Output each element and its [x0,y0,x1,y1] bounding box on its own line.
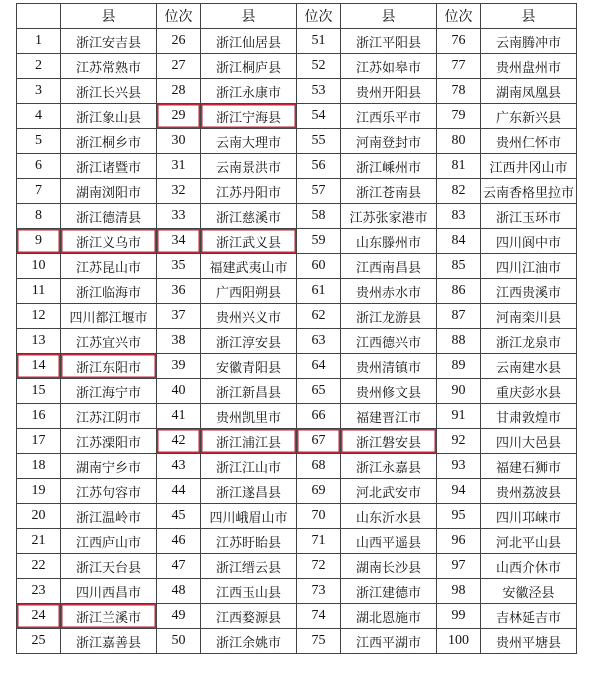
rank-cell: 57 [297,179,341,204]
county-cell: 四川邛崃市 [481,504,577,529]
table-row [17,104,577,129]
county-cell: 浙江天台县 [61,554,157,579]
county-cell: 江苏宜兴市 [61,329,157,354]
county-cell: 浙江海宁市 [61,379,157,404]
rank-cell: 84 [437,229,481,254]
table-row [17,179,577,204]
county-cell: 四川江油市 [481,254,577,279]
rank-cell: 8 [17,204,61,229]
county-cell: 湖南凤凰县 [481,79,577,104]
county-cell: 贵州清镇市 [341,354,437,379]
table-row [17,454,577,479]
table-body [17,29,577,654]
rank-cell: 19 [17,479,61,504]
table-row [17,604,577,629]
county-cell: 福建晋江市 [341,404,437,429]
county-cell: 江苏盱眙县 [201,529,297,554]
rank-cell: 5 [17,129,61,154]
county-cell: 四川大邑县 [481,429,577,454]
table-row [17,79,577,104]
county-cell: 江苏如皋市 [341,54,437,79]
county-cell: 云南建水县 [481,354,577,379]
county-cell: 江西婺源县 [201,604,297,629]
rank-cell: 78 [437,79,481,104]
rank-cell: 92 [437,429,481,454]
county-cell: 四川都江堰市 [61,304,157,329]
table-row [17,479,577,504]
rank-cell: 55 [297,129,341,154]
rank-cell: 65 [297,379,341,404]
rank-header: 位次 [297,4,341,29]
county-cell: 甘肃敦煌市 [481,404,577,429]
county-cell: 贵州修文县 [341,379,437,404]
rank-cell: 82 [437,179,481,204]
rank-cell: 66 [297,404,341,429]
rank-cell: 27 [157,54,201,79]
header-row [17,4,577,29]
rank-cell: 81 [437,154,481,179]
rank-cell: 98 [437,579,481,604]
rank-cell: 21 [17,529,61,554]
county-cell: 山西介休市 [481,554,577,579]
rank-cell: 87 [437,304,481,329]
county-cell: 浙江象山县 [61,104,157,129]
table-row [17,304,577,329]
table-row [17,379,577,404]
rank-cell: 89 [437,354,481,379]
county-cell: 浙江嘉善县 [61,629,157,654]
table-row [17,254,577,279]
rank-cell: 93 [437,454,481,479]
highlighted-county-cell: 浙江义乌市 [61,229,157,254]
rank-cell: 73 [297,579,341,604]
county-cell: 湖北恩施市 [341,604,437,629]
highlighted-rank-cell: 67 [297,429,341,454]
county-cell: 江西玉山县 [201,579,297,604]
county-cell: 福建石狮市 [481,454,577,479]
rank-cell: 31 [157,154,201,179]
highlighted-rank-cell: 24 [17,604,61,629]
county-cell: 江西平湖市 [341,629,437,654]
county-cell: 河北平山县 [481,529,577,554]
county-cell: 浙江桐庐县 [201,54,297,79]
rank-cell: 85 [437,254,481,279]
rank-cell: 74 [297,604,341,629]
rank-cell: 62 [297,304,341,329]
table-row [17,429,577,454]
county-cell: 山西平遥县 [341,529,437,554]
highlighted-rank-cell: 34 [157,229,201,254]
rank-cell: 25 [17,629,61,654]
table-row [17,354,577,379]
rank-cell: 75 [297,629,341,654]
table-row [17,579,577,604]
rank-cell: 36 [157,279,201,304]
county-cell: 四川阆中市 [481,229,577,254]
county-cell: 江苏常熟市 [61,54,157,79]
county-cell: 贵州盘州市 [481,54,577,79]
rank-cell: 72 [297,554,341,579]
rank-cell: 35 [157,254,201,279]
table-row [17,504,577,529]
rank-header: 位次 [157,4,201,29]
county-cell: 浙江龙泉市 [481,329,577,354]
rank-cell: 68 [297,454,341,479]
county-cell: 浙江仙居县 [201,29,297,54]
county-cell: 江西庐山市 [61,529,157,554]
county-header: 县 [341,4,437,29]
county-cell: 浙江永嘉县 [341,454,437,479]
county-cell: 浙江平阳县 [341,29,437,54]
county-cell: 江苏昆山市 [61,254,157,279]
rank-cell: 97 [437,554,481,579]
rank-cell: 100 [437,629,481,654]
rank-cell: 90 [437,379,481,404]
rank-cell: 12 [17,304,61,329]
rank-cell: 2 [17,54,61,79]
rank-cell: 18 [17,454,61,479]
county-cell: 贵州仁怀市 [481,129,577,154]
county-cell: 浙江德清县 [61,204,157,229]
rank-cell: 54 [297,104,341,129]
county-cell: 河南栾川县 [481,304,577,329]
county-cell: 江苏丹阳市 [201,179,297,204]
county-cell: 云南大理市 [201,129,297,154]
rank-cell: 52 [297,54,341,79]
county-cell: 江苏溧阳市 [61,429,157,454]
county-cell: 江西德兴市 [341,329,437,354]
rank-cell: 95 [437,504,481,529]
rank-cell: 41 [157,404,201,429]
rank-cell: 53 [297,79,341,104]
rank-cell: 83 [437,204,481,229]
rank-cell: 69 [297,479,341,504]
rank-cell: 46 [157,529,201,554]
county-cell: 江西南昌县 [341,254,437,279]
county-cell: 吉林延吉市 [481,604,577,629]
rank-cell: 91 [437,404,481,429]
rank-cell: 63 [297,329,341,354]
rank-cell: 80 [437,129,481,154]
county-cell: 浙江淳安县 [201,329,297,354]
county-cell: 湖南宁乡市 [61,454,157,479]
highlighted-county-cell: 浙江东阳市 [61,354,157,379]
rank-cell: 3 [17,79,61,104]
rank-cell: 40 [157,379,201,404]
county-cell: 浙江余姚市 [201,629,297,654]
table-row [17,204,577,229]
highlighted-rank-cell: 9 [17,229,61,254]
county-cell: 贵州赤水市 [341,279,437,304]
table-row [17,154,577,179]
rank-cell: 4 [17,104,61,129]
county-cell: 贵州兴义市 [201,304,297,329]
county-cell: 浙江长兴县 [61,79,157,104]
rank-cell: 56 [297,154,341,179]
table-row [17,329,577,354]
table-row [17,629,577,654]
rank-cell: 26 [157,29,201,54]
rank-cell: 58 [297,204,341,229]
rank-cell: 44 [157,479,201,504]
county-cell: 贵州荔波县 [481,479,577,504]
rank-cell: 96 [437,529,481,554]
rank-cell: 60 [297,254,341,279]
county-cell: 广西阳朔县 [201,279,297,304]
rank-cell: 17 [17,429,61,454]
rank-cell: 22 [17,554,61,579]
rank-cell: 1 [17,29,61,54]
county-cell: 安徽青阳县 [201,354,297,379]
rank-header: 位次 [437,4,481,29]
county-cell: 山东滕州市 [341,229,437,254]
county-cell: 浙江临海市 [61,279,157,304]
table-row [17,29,577,54]
county-cell: 浙江江山市 [201,454,297,479]
county-cell: 浙江缙云县 [201,554,297,579]
highlighted-county-cell: 浙江宁海县 [201,104,297,129]
rank-cell: 11 [17,279,61,304]
rank-cell: 88 [437,329,481,354]
table-row [17,54,577,79]
rank-header [17,4,61,29]
rank-cell: 6 [17,154,61,179]
rank-cell: 38 [157,329,201,354]
county-cell: 浙江温岭市 [61,504,157,529]
county-cell: 云南腾冲市 [481,29,577,54]
table-row [17,279,577,304]
county-cell: 云南景洪市 [201,154,297,179]
rank-cell: 70 [297,504,341,529]
county-cell: 山东沂水县 [341,504,437,529]
rank-cell: 30 [157,129,201,154]
county-cell: 四川峨眉山市 [201,504,297,529]
highlighted-rank-cell: 14 [17,354,61,379]
county-cell: 江西井冈山市 [481,154,577,179]
county-cell: 重庆彭水县 [481,379,577,404]
rank-cell: 16 [17,404,61,429]
county-cell: 浙江安吉县 [61,29,157,54]
county-cell: 江苏句容市 [61,479,157,504]
highlighted-county-cell: 浙江浦江县 [201,429,297,454]
county-cell: 贵州平塘县 [481,629,577,654]
rank-cell: 43 [157,454,201,479]
rank-cell: 71 [297,529,341,554]
rank-cell: 10 [17,254,61,279]
rank-cell: 33 [157,204,201,229]
county-cell: 贵州开阳县 [341,79,437,104]
highlighted-rank-cell: 29 [157,104,201,129]
table-row [17,129,577,154]
county-header: 县 [481,4,577,29]
rank-cell: 64 [297,354,341,379]
rank-cell: 51 [297,29,341,54]
county-cell: 河北武安市 [341,479,437,504]
county-cell: 云南香格里拉市 [481,179,577,204]
county-cell: 浙江嵊州市 [341,154,437,179]
highlighted-rank-cell: 42 [157,429,201,454]
rank-cell: 59 [297,229,341,254]
rank-cell: 13 [17,329,61,354]
rank-cell: 32 [157,179,201,204]
rank-cell: 39 [157,354,201,379]
highlighted-county-cell: 浙江磐安县 [341,429,437,454]
county-cell: 浙江新昌县 [201,379,297,404]
county-cell: 江苏江阴市 [61,404,157,429]
county-cell: 湖南浏阳市 [61,179,157,204]
county-cell: 浙江龙游县 [341,304,437,329]
county-cell: 浙江慈溪市 [201,204,297,229]
rank-cell: 47 [157,554,201,579]
rank-cell: 61 [297,279,341,304]
county-header: 县 [201,4,297,29]
county-cell: 河南登封市 [341,129,437,154]
county-header: 县 [61,4,157,29]
county-cell: 江西贵溪市 [481,279,577,304]
rank-cell: 49 [157,604,201,629]
county-cell: 浙江诸暨市 [61,154,157,179]
highlighted-county-cell: 浙江武义县 [201,229,297,254]
county-cell: 浙江建德市 [341,579,437,604]
table-row [17,529,577,554]
table-row [17,229,577,254]
rank-cell: 7 [17,179,61,204]
county-cell: 安徽泾县 [481,579,577,604]
rank-cell: 15 [17,379,61,404]
rank-cell: 48 [157,579,201,604]
rank-cell: 37 [157,304,201,329]
county-cell: 浙江玉环市 [481,204,577,229]
rank-cell: 76 [437,29,481,54]
county-cell: 湖南长沙县 [341,554,437,579]
county-cell: 浙江遂昌县 [201,479,297,504]
county-cell: 四川西昌市 [61,579,157,604]
rank-cell: 23 [17,579,61,604]
rank-cell: 94 [437,479,481,504]
county-cell: 贵州凯里市 [201,404,297,429]
rank-cell: 77 [437,54,481,79]
table-row [17,404,577,429]
county-cell: 江西乐平市 [341,104,437,129]
highlighted-county-cell: 浙江兰溪市 [61,604,157,629]
county-cell: 浙江永康市 [201,79,297,104]
county-cell: 浙江桐乡市 [61,129,157,154]
county-cell: 福建武夷山市 [201,254,297,279]
rank-cell: 99 [437,604,481,629]
county-cell: 广东新兴县 [481,104,577,129]
table-row [17,554,577,579]
county-cell: 江苏张家港市 [341,204,437,229]
rank-cell: 50 [157,629,201,654]
rank-cell: 45 [157,504,201,529]
rank-cell: 28 [157,79,201,104]
ranking-table [16,3,577,654]
rank-cell: 79 [437,104,481,129]
county-cell: 浙江苍南县 [341,179,437,204]
rank-cell: 86 [437,279,481,304]
rank-cell: 20 [17,504,61,529]
